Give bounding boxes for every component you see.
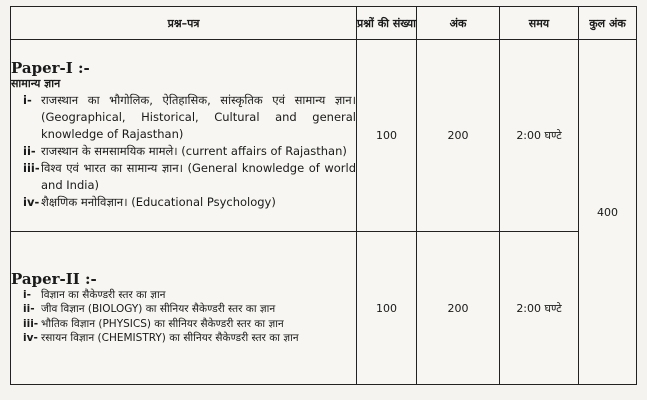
paper2-row xyxy=(11,232,637,385)
paper2-item xyxy=(11,302,356,317)
item-number: iv- xyxy=(23,332,38,344)
paper2-item xyxy=(11,317,356,332)
paper1-item xyxy=(11,92,356,143)
item-text: भौतिक विज्ञान (PHYSICS) का सीनियर सैकेण्डरी स्तर का ज्ञान xyxy=(41,317,284,330)
item-text: शैक्षणिक मनोविज्ञान। (Educational Psychology) xyxy=(41,195,276,209)
item-number: iii- xyxy=(23,161,40,175)
paper1-subtitle: सामान्य ज्ञान xyxy=(11,77,61,90)
header-time: समय xyxy=(500,7,579,40)
paper2-title: Paper-II :- xyxy=(11,269,97,288)
header-row xyxy=(11,7,637,40)
header-total: कुल अंक xyxy=(579,7,637,40)
item-number: i- xyxy=(23,288,31,301)
item-text: राजस्थान का भौगोलिक, ऐतिहासिक, सांस्कृतिक एवं सामान्य ज्ञान। (Geographical, Historical, Cultural and general knowledge of Rajasthan) xyxy=(41,93,356,141)
item-number: ii- xyxy=(23,303,35,315)
paper1-questions: 100 xyxy=(357,40,417,232)
header-questions: प्रश्नों की संख्या xyxy=(357,7,417,40)
header-paper: प्रश्न–पत्र xyxy=(11,7,357,40)
paper1-time: 2:00 घण्टे xyxy=(500,40,579,232)
paper2-item xyxy=(11,288,356,303)
item-text: रसायन विज्ञान (CHEMISTRY) का सीनियर सैकेण्डरी स्तर का ज्ञान xyxy=(41,332,299,344)
paper1-title: Paper-I :- xyxy=(11,59,90,77)
paper2-marks: 200 xyxy=(417,232,500,385)
paper2-item xyxy=(11,331,356,346)
paper2-description xyxy=(11,232,357,385)
paper2-questions: 100 xyxy=(357,232,417,385)
paper1-item xyxy=(11,143,356,160)
item-number: ii- xyxy=(23,144,36,158)
item-number: i- xyxy=(23,93,32,107)
paper2-time: 2:00 घण्टे xyxy=(500,232,579,385)
paper1-item xyxy=(11,160,356,194)
item-text: विश्व एवं भारत का सामान्य ज्ञान। (General knowledge of world and India) xyxy=(41,161,356,192)
header-marks: अंक xyxy=(417,7,500,40)
item-text: जीव विज्ञान (BIOLOGY) का सीनियर सैकेण्डरी स्तर का ज्ञान xyxy=(41,303,276,315)
item-number: iv- xyxy=(23,195,40,209)
paper1-item xyxy=(11,194,356,211)
paper1-description xyxy=(11,40,357,232)
item-text: राजस्थान के समसामयिक मामले। (current affairs of Rajasthan) xyxy=(41,144,347,158)
total-marks: 400 xyxy=(579,40,637,385)
item-text: विज्ञान का सैकेण्डरी स्तर का ज्ञान xyxy=(41,288,166,301)
paper1-row xyxy=(11,40,637,232)
item-number: iii- xyxy=(23,317,39,330)
paper1-marks: 200 xyxy=(417,40,500,232)
exam-scheme-table xyxy=(10,6,637,385)
